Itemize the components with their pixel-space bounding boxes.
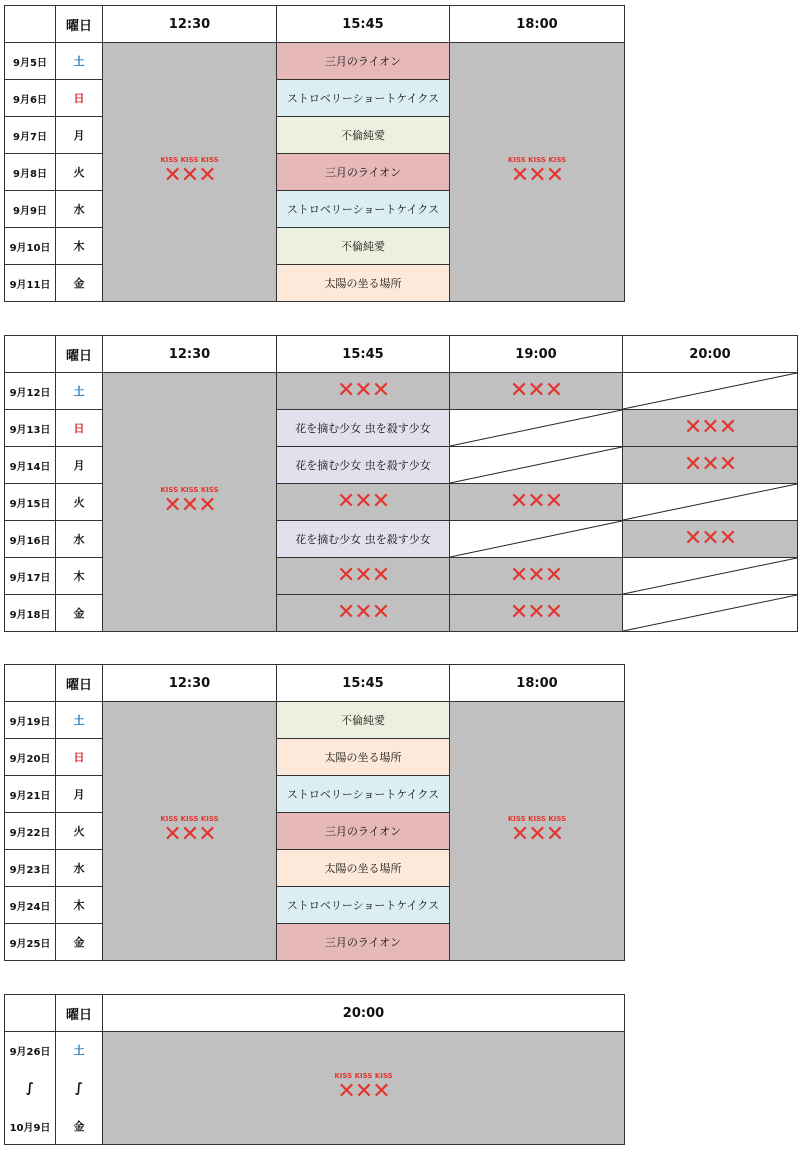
movie-cell: 花を摘む少女 虫を殺す少女 [277,410,450,447]
date-cell: 9月25日 [5,924,56,961]
date-cell: 9月9日 [5,191,56,228]
xxx-mark: ✕✕✕ [336,600,390,625]
date-cell: 9月17日 [5,558,56,595]
movie-cell: 花を摘む少女 虫を殺す少女 [277,447,450,484]
diagonal-line [450,447,622,483]
date-cell: 9月26日 [5,1032,56,1069]
diagonal-line [450,521,622,557]
time-header: 15:45 [277,6,450,43]
xxx-cell [277,558,450,595]
date-cell: 9月8日 [5,154,56,191]
no-show-cell [450,521,623,558]
diagonal-line [623,373,797,409]
dow-cell: 土 [56,373,103,410]
movie-cell: 花を摘む少女 虫を殺す少女 [277,521,450,558]
kiss-block [450,702,625,961]
dow-cell: 火 [56,154,103,191]
date-cell: 9月6日 [5,80,56,117]
no-show-cell [623,373,798,410]
date-cell: 9月22日 [5,813,56,850]
date-cell: 10月9日 [5,1109,56,1145]
dow-cell: 水 [56,521,103,558]
xxx-mark: ✕✕✕ [336,489,390,514]
xxx-cell [623,410,798,447]
date-cell: 9月12日 [5,373,56,410]
dow-cell: 水 [56,191,103,228]
dow-header: 曜日 [56,6,103,43]
dow-cell: 土 [56,1032,103,1069]
xxx-cell [450,595,623,632]
dow-cell: 水 [56,850,103,887]
kiss-block [103,702,277,961]
movie-cell: 不倫純愛 [277,117,450,154]
xxx-mark: ✕✕✕ [683,526,737,551]
diagonal-line [623,484,797,520]
date-cell: 9月19日 [5,702,56,739]
movie-cell: 不倫純愛 [277,702,450,739]
xxx-mark: ✕✕✕ [337,1079,390,1104]
movie-cell: 三月のライオン [277,154,450,191]
corner-cell [5,665,56,702]
dow-cell: 金 [56,265,103,302]
no-show-cell [623,595,798,632]
dow-cell: 金 [56,595,103,632]
dow-cell: 木 [56,558,103,595]
movie-cell: 太陽の坐る場所 [277,850,450,887]
dow-cell: 土 [56,702,103,739]
dow-header: 曜日 [56,665,103,702]
xxx-cell [623,447,798,484]
schedule-week-2 [4,335,798,632]
kiss-label: KISS KISS KISS [507,156,567,164]
xxx-mark: ✕✕✕ [163,493,216,518]
xxx-mark: ✕✕✕ [509,378,563,403]
date-cell: 9月11日 [5,265,56,302]
date-cell: 9月15日 [5,484,56,521]
schedule-week-1 [4,5,625,302]
time-header: 12:30 [103,6,277,43]
kiss-block [103,373,277,632]
xxx-cell [450,484,623,521]
movie-cell: 三月のライオン [277,924,450,961]
time-header: 12:30 [103,336,277,373]
movie-cell: ストロベリーショートケイクス [277,191,450,228]
kiss-label: KISS KISS KISS [334,1072,393,1080]
xxx-cell [277,484,450,521]
time-header: 15:45 [277,665,450,702]
dow-cell: 火 [56,813,103,850]
time-header: 20:00 [623,336,798,373]
xxx-mark: ✕✕✕ [509,489,563,514]
movie-cell: ストロベリーショートケイクス [277,776,450,813]
schedule-week-3 [4,664,625,961]
movie-cell: 三月のライオン [277,43,450,80]
date-cell: 9月24日 [5,887,56,924]
kiss-label: KISS KISS KISS [160,815,219,823]
dow-cell: 日 [56,739,103,776]
movie-cell: 不倫純愛 [277,228,450,265]
dow-cell: 月 [56,117,103,154]
date-cell: 9月23日 [5,850,56,887]
corner-cell [5,6,56,43]
xxx-cell [450,373,623,410]
xxx-mark: ✕✕✕ [509,600,563,625]
dow-cell: 土 [56,43,103,80]
corner-cell [5,995,56,1032]
kiss-block [103,1032,625,1145]
diagonal-line [623,595,797,631]
dow-cell: 木 [56,228,103,265]
dow-cell: 金 [56,1109,103,1145]
xxx-cell [450,558,623,595]
dow-header: 曜日 [56,336,103,373]
dow-cell: 月 [56,776,103,813]
dow-cell: 木 [56,887,103,924]
movie-cell: 三月のライオン [277,813,450,850]
dow-cell: 日 [56,80,103,117]
kiss-label: KISS KISS KISS [507,815,567,823]
no-show-cell [450,410,623,447]
corner-cell [5,336,56,373]
movie-cell: ストロベリーショートケイクス [277,887,450,924]
kiss-label: KISS KISS KISS [160,156,219,164]
xxx-mark: ✕✕✕ [336,563,390,588]
kiss-label: KISS KISS KISS [160,486,219,494]
dow-cell: 月 [56,447,103,484]
date-cell: 9月18日 [5,595,56,632]
date-cell: 9月20日 [5,739,56,776]
dow-header: 曜日 [56,995,103,1032]
time-header: 15:45 [277,336,450,373]
xxx-cell [277,595,450,632]
dow-cell: 火 [56,484,103,521]
date-cell: 9月16日 [5,521,56,558]
date-cell: 9月13日 [5,410,56,447]
diagonal-line [450,410,622,446]
xxx-mark: ✕✕✕ [336,378,390,403]
date-cell: 9月7日 [5,117,56,154]
date-cell: 9月10日 [5,228,56,265]
diagonal-line [623,558,797,594]
dow-cell: 金 [56,924,103,961]
time-header: 20:00 [103,995,625,1032]
xxx-mark: ✕✕✕ [510,822,564,847]
date-cell: 9月21日 [5,776,56,813]
xxx-mark: ✕✕✕ [509,563,563,588]
xxx-mark: ✕✕✕ [683,452,737,477]
kiss-block [103,43,277,302]
xxx-cell [623,521,798,558]
movie-cell: 太陽の坐る場所 [277,739,450,776]
xxx-mark: ✕✕✕ [163,163,216,188]
time-header: 18:00 [450,665,625,702]
xxx-mark: ✕✕✕ [163,822,216,847]
xxx-cell [277,373,450,410]
range-tilde: ∫ [56,1069,103,1109]
no-show-cell [623,484,798,521]
movie-cell: 太陽の坐る場所 [277,265,450,302]
range-tilde: ∫ [5,1069,56,1109]
date-cell: 9月14日 [5,447,56,484]
movie-cell: ストロベリーショートケイクス [277,80,450,117]
no-show-cell [623,558,798,595]
no-show-cell [450,447,623,484]
dow-cell: 日 [56,410,103,447]
xxx-mark: ✕✕✕ [510,163,564,188]
time-header: 12:30 [103,665,277,702]
date-cell: 9月5日 [5,43,56,80]
xxx-mark: ✕✕✕ [683,415,737,440]
time-header: 18:00 [450,6,625,43]
time-header: 19:00 [450,336,623,373]
schedule-period-4 [4,994,625,1145]
kiss-block [450,43,625,302]
